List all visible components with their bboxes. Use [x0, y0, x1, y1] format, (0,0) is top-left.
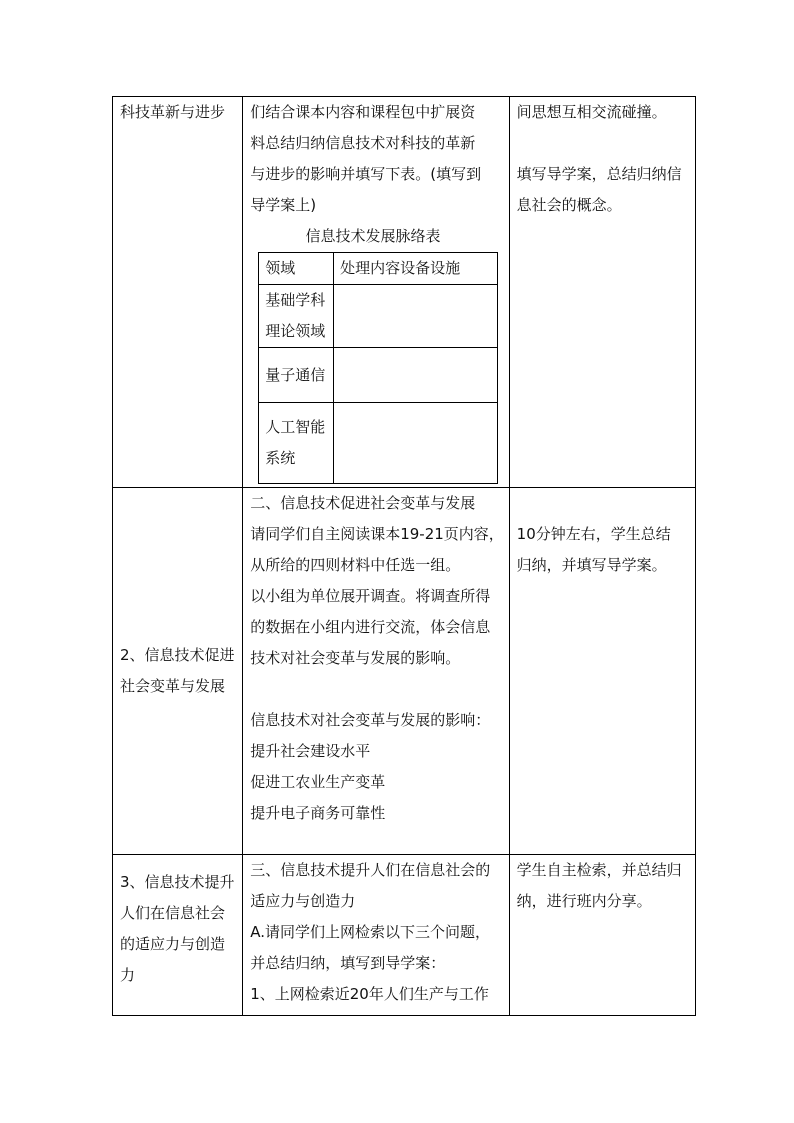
- inner-domain-line: 量子通信: [265, 365, 326, 384]
- topic-line: 社会变革与发展: [120, 677, 226, 695]
- activity-line: 以小组为单位展开调查。将调查所得: [250, 587, 491, 605]
- inner-table-row: [259, 348, 498, 403]
- inner-domain-line: 系统: [265, 449, 296, 467]
- activity-line: 料总结归纳信息技术对科技的革新: [250, 134, 476, 152]
- student-line: 间思想互相交流碰撞。: [516, 103, 667, 121]
- table-row: [113, 855, 696, 1016]
- spacer: [517, 488, 690, 519]
- student-line-gap: [517, 128, 690, 159]
- activity-line: 请同学们自主阅读课本19-21页内容，: [250, 525, 504, 543]
- topic-text: 科技革新与进步: [120, 103, 226, 121]
- activity-line: 导学案上): [250, 196, 317, 214]
- inner-content-cell[interactable]: [334, 348, 498, 403]
- activity-line: 提升社会建设水平: [250, 742, 371, 760]
- topic-line: 人们在信息社会: [120, 904, 226, 922]
- activity-line: 促进工农业生产变革: [250, 773, 386, 791]
- inner-domain-cell: [259, 348, 334, 403]
- activity-line: 从所给的四则材料中任选一组。: [250, 556, 461, 574]
- activity-line: 1、上网检索近20年人们生产与工作: [250, 985, 489, 1003]
- student-line: 息社会的概念。: [516, 196, 622, 214]
- activity-line: 三、信息技术提升人们在信息社会的: [250, 861, 491, 879]
- activity-line: 并总结归纳，填写到导学案：: [250, 954, 446, 972]
- topic-cell: [113, 488, 243, 855]
- student-line: 学生自主检索，并总结归: [516, 861, 682, 879]
- activity-line: A.请同学们上网检索以下三个问题，: [250, 923, 490, 941]
- inner-table-row: [259, 403, 498, 484]
- inner-domain-cell: [259, 403, 334, 484]
- table-row: [113, 97, 696, 488]
- topic-line: 3、信息技术提升: [120, 873, 235, 891]
- activity-line: 与进步的影响并填写下表。(填写到: [250, 165, 482, 183]
- student-line: 纳，进行班内分享。: [516, 892, 652, 910]
- activity-line: 二、信息技术促进社会变革与发展: [250, 494, 476, 512]
- activity-line: 提升电子商务可靠性: [250, 804, 386, 822]
- inner-domain-line: 人工智能: [265, 418, 326, 436]
- spacer: [120, 855, 237, 867]
- lesson-plan-table: [112, 96, 696, 1016]
- activity-line: 信息技术对社会变革与发展的影响：: [250, 711, 491, 729]
- activity-cell: [243, 855, 509, 1016]
- table-row: [113, 488, 696, 855]
- activity-line: 技术对社会变革与发展的影响。: [250, 649, 461, 667]
- activity-line-gap: [250, 674, 503, 705]
- activity-line: 们结合课本内容和课程包中扩展资: [250, 103, 476, 121]
- inner-content-cell[interactable]: [334, 285, 498, 348]
- inner-domain-line: 基础学科: [265, 291, 326, 309]
- student-line: 10分钟左右，学生总结: [516, 525, 671, 543]
- inner-domain-cell: [259, 285, 334, 348]
- student-activity-cell: [509, 855, 695, 1016]
- activity-cell: [243, 97, 509, 488]
- inner-content-cell[interactable]: [334, 403, 498, 484]
- inner-table-row: [259, 285, 498, 348]
- inner-table-header-row: [259, 253, 498, 285]
- inner-header-domain: 领域: [259, 253, 334, 285]
- activity-line: 的数据在小组内进行交流，体会信息: [250, 618, 491, 636]
- inner-table-title: 信息技术发展脉络表: [305, 227, 441, 245]
- inner-domain-line: 理论领域: [265, 322, 326, 340]
- inner-header-content: 处理内容设备设施: [334, 253, 498, 285]
- development-table: [258, 252, 498, 484]
- student-activity-cell: [509, 97, 695, 488]
- topic-cell: [113, 855, 243, 1016]
- activity-line: 适应力与创造力: [250, 892, 356, 910]
- topic-line: 的适应力与创造: [120, 935, 226, 953]
- topic-line: 2、信息技术促进: [120, 646, 235, 664]
- student-activity-cell: [509, 488, 695, 855]
- student-line: 填写导学案，总结归纳信: [516, 165, 682, 183]
- topic-line: 力: [120, 966, 136, 984]
- topic-cell: [113, 97, 243, 488]
- activity-cell: [243, 488, 509, 855]
- student-line: 归纳，并填写导学案。: [516, 556, 667, 574]
